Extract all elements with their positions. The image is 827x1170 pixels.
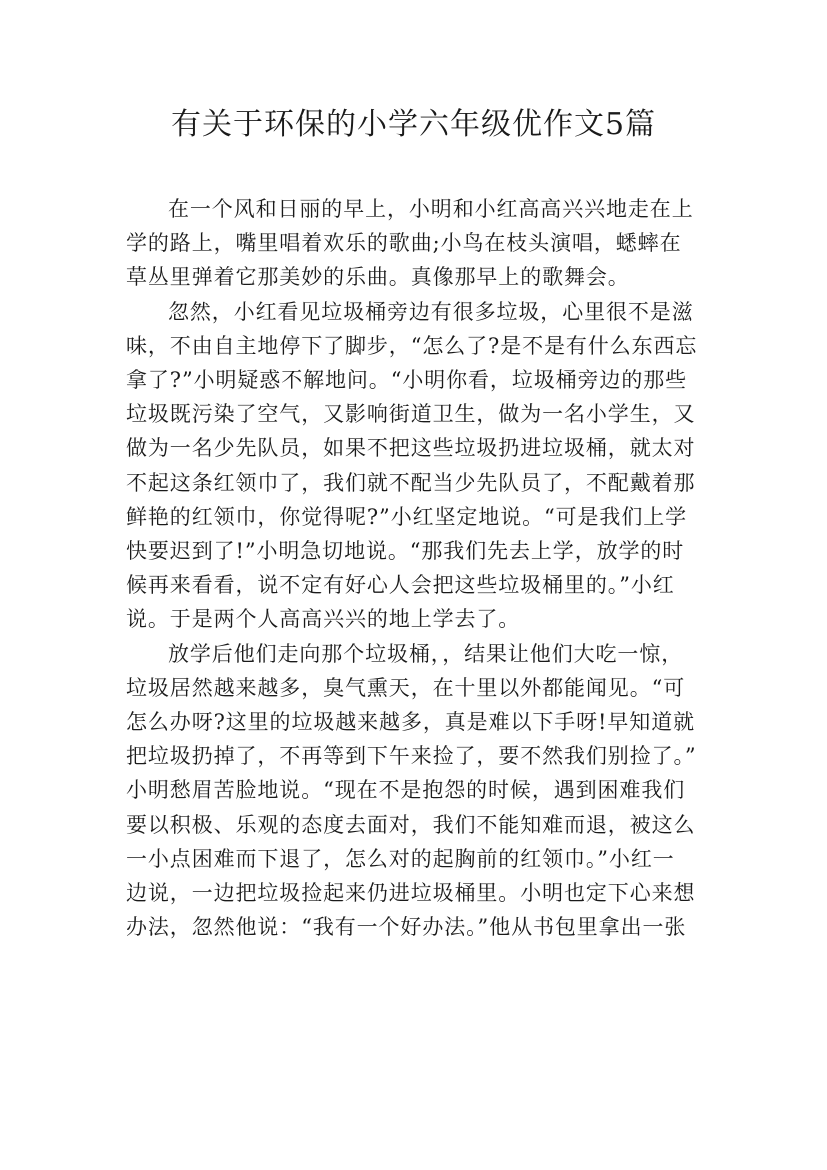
paragraph-1: [126, 192, 702, 295]
paragraph-3: [126, 637, 702, 945]
text-line: 垃圾既污染了空气，又影响街道卫生，做为一名小学生，又: [126, 402, 696, 427]
text-line: 候再来看看，说不定有好心人会把这些垃圾桶里的。”小红: [126, 573, 675, 598]
text-line: 把垃圾扔掉了，不再等到下午来捡了，要不然我们别捡了。”: [126, 744, 697, 769]
text-line: 垃圾居然越来越多，臭气熏天，在十里以外都能闻见。“可: [126, 675, 686, 700]
text-line: 鲜艳的红领巾，你觉得呢?”小红坚定地说。“可是我们上学: [126, 504, 688, 529]
text-line: 办法，忽然他说：“我有一个好办法。”他从书包里拿出一张: [126, 915, 687, 940]
text-line: 说。于是两个人高高兴兴的地上学去了。: [126, 607, 521, 632]
text-line: 学的路上，嘴里唱着欢乐的歌曲;小鸟在枝头演唱，蟋蟀在: [126, 231, 682, 256]
document-title: 有关于环保的小学六年级优作文5篇: [170, 107, 657, 142]
text-line: 草丛里弹着它那美妙的乐曲。真像那早上的歌舞会。: [126, 265, 630, 290]
text-line: 拿了?”小明疑惑不解地问。“小明你看，垃圾桶旁边的那些: [126, 368, 688, 393]
text-line: 做为一名少先队员，如果不把这些垃圾扔进垃圾桶，就太对: [126, 436, 696, 461]
text-line: 忽然，小红看见垃圾桶旁边有很多垃圾，心里很不是滋: [168, 299, 694, 324]
text-line: 小明愁眉苦脸地说。“现在不是抱怨的时候，遇到困难我们: [126, 778, 686, 803]
text-line: 味，不由自主地停下了脚步，“怎么了?是不是有什么东西忘: [126, 333, 698, 358]
text-line: 不起这条红领巾了，我们就不配当少先队员了，不配戴着那: [126, 470, 696, 495]
text-line: 要以积极、乐观的态度去面对，我们不能知难而退，被这么: [126, 812, 696, 837]
text-line: 一小点困难而下退了，怎么对的起胸前的红领巾。”小红一: [126, 846, 675, 871]
text-line: 快要迟到了!”小明急切地说。“那我们先去上学，放学的时: [126, 539, 685, 564]
text-line: 放学后他们走向那个垃圾桶，，结果让他们大吃一惊，: [168, 641, 684, 666]
text-line: 边说，一边把垃圾捡起来仍进垃圾桶里。小明也定下心来想: [126, 881, 696, 906]
paragraph-2: [126, 295, 702, 637]
document-body: [126, 192, 702, 944]
text-line: 怎么办呀?这里的垃圾越来越多，真是难以下手呀!早知道就: [126, 710, 695, 735]
text-line: 在一个风和日丽的早上，小明和小红高高兴兴地走在上: [168, 197, 694, 221]
